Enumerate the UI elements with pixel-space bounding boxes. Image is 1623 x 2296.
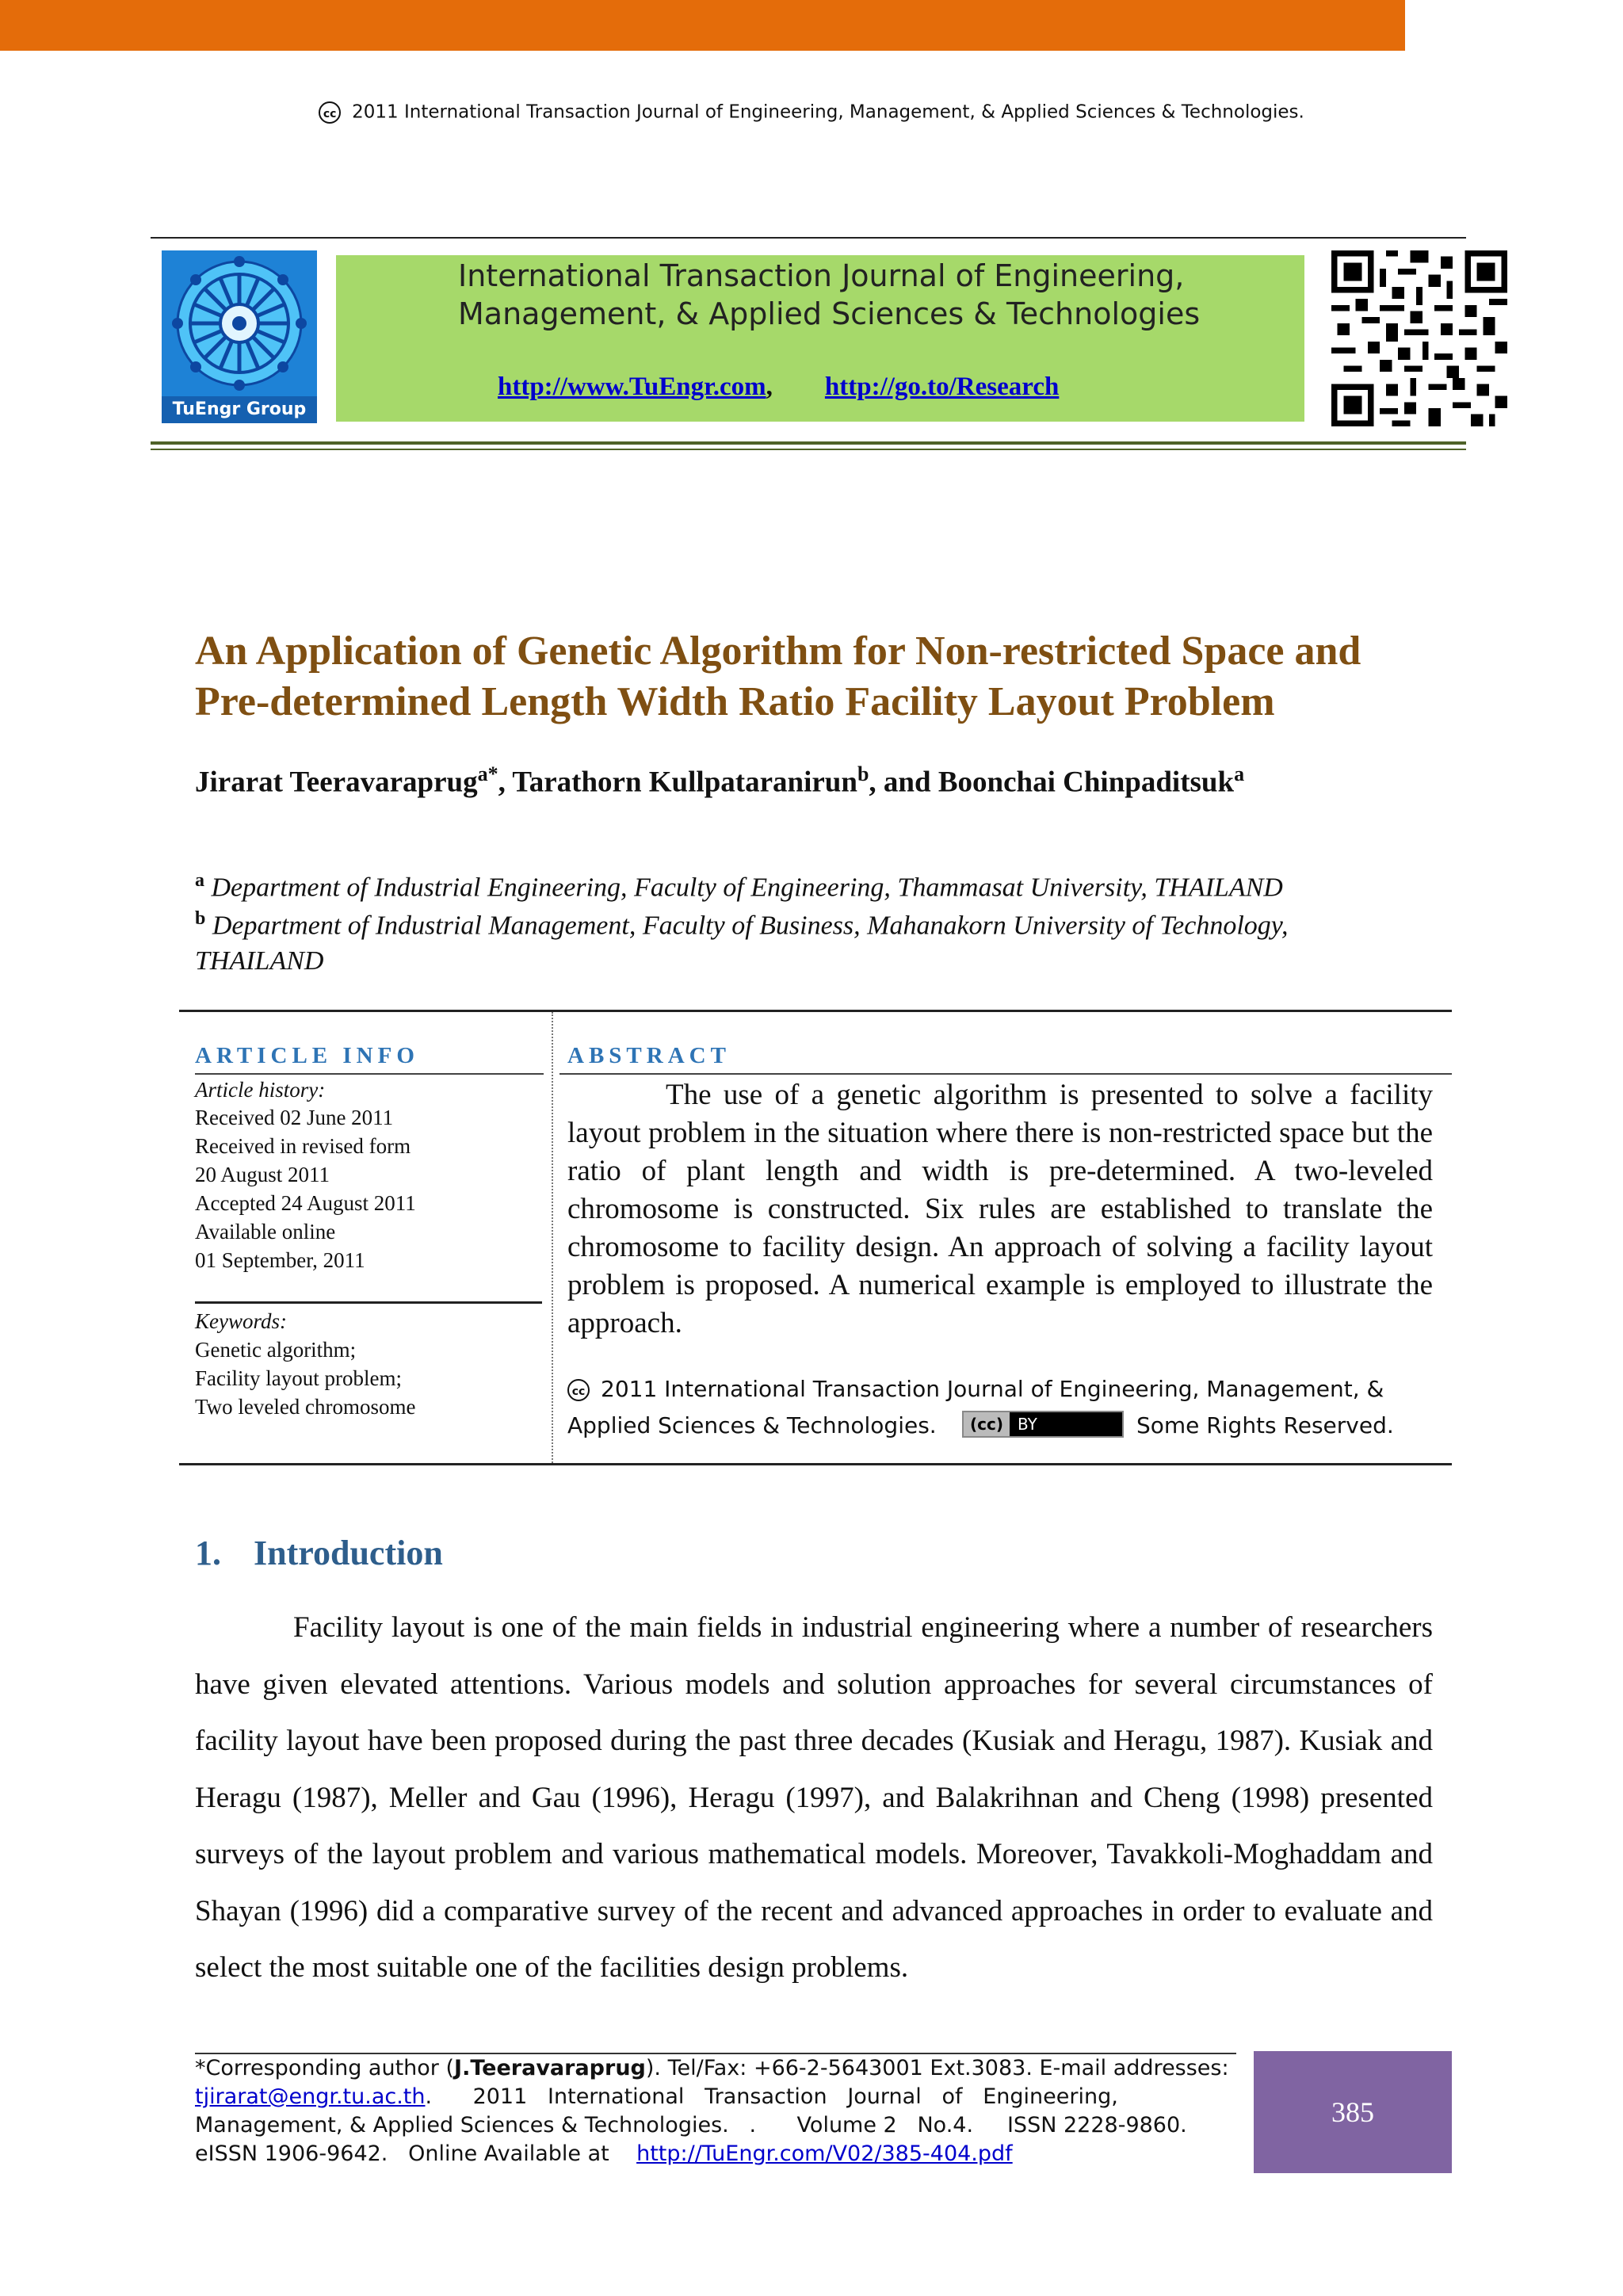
author-affiliation-mark: a bbox=[1234, 762, 1245, 785]
footnote-line2 bbox=[195, 2084, 1236, 2109]
qr-code-icon bbox=[1331, 250, 1507, 426]
keyword-item: Genetic algorithm; bbox=[195, 1338, 357, 1362]
abstract-label: ABSTRACT bbox=[567, 1043, 731, 1068]
abstract-paragraph: The use of a genetic algorithm is presented to solve a facility layout problem in the situation where there is non-restricted space but the ratio of plant length and width is pre-determined. A two-leveled chromosome is constructed. Six rules are established to translate the chromosome to facility design. An approach of solving a facility layout problem is proposed. A numerical example is employed to illustrate the approach. bbox=[567, 1079, 1433, 1339]
journal-links bbox=[498, 372, 1059, 402]
history-item: Available online bbox=[195, 1220, 336, 1244]
keywords-label: Keywords: bbox=[195, 1309, 287, 1333]
research-website-link[interactable]: http://go.to/Research bbox=[824, 372, 1060, 401]
logo-caption: TuEngr Group bbox=[162, 396, 317, 423]
author-separator: , bbox=[498, 766, 513, 799]
affiliation-text: Department of Industrial Management, Faculty of Business, Mahanakorn University of Technology, bbox=[212, 911, 1289, 941]
history-item: Accepted 24 August 2011 bbox=[195, 1191, 416, 1215]
affiliation-b-continued: THAILAND bbox=[195, 946, 324, 976]
history-item: 20 August 2011 bbox=[195, 1163, 330, 1186]
copyright-cc-icon: cc bbox=[567, 1379, 590, 1401]
footnote-text: . 2011 International Transaction Journal of Engineering, bbox=[425, 2084, 1118, 2109]
author-separator: , and bbox=[869, 766, 938, 799]
introduction-body bbox=[195, 1599, 1433, 1996]
affiliation-mark: a bbox=[195, 870, 204, 891]
article-pdf-link[interactable]: http://TuEngr.com/V02/385-404.pdf bbox=[636, 2141, 1013, 2166]
author-name: Jirarat Teeravaraprug bbox=[195, 766, 478, 799]
info-table-divider bbox=[552, 1012, 553, 1463]
author-name: Boonchai Chinpaditsuk bbox=[938, 766, 1235, 799]
footnote-line4 bbox=[195, 2141, 1013, 2166]
cc-badge-icon: (cc) bbox=[964, 1412, 1010, 1436]
corresponding-author-name: J.Teeravaraprug bbox=[454, 2056, 646, 2080]
dharma-wheel-icon bbox=[162, 250, 317, 401]
abstract-copyright-text: 2011 International Transaction Journal of Engineering, Management, & bbox=[601, 1376, 1384, 1402]
top-copyright-text: 2011 International Transaction Journal of Engineering, Management, & Applied Sciences & Technologies. bbox=[352, 101, 1304, 123]
header-rule-bottom-thick bbox=[151, 441, 1466, 445]
article-history-label: Article history: bbox=[195, 1078, 326, 1102]
introduction-paragraph: Facility layout is one of the main fields in industrial engineering where a number of researchers have given elevated attentions. Various models and solution approaches for several circumstances of facility layout have been proposed during the past three decades (Kusiak and Heragu, 1987). Kusiak and Heragu (1987), Meller and Gau (1996), Heragu (1997), and Balakrihnan and Cheng (1998) presented surveys of the layout problem and various mathematical models. Moreover, Tavakkoli-Moghaddam and Shayan (1996) did a comparative survey of the recent and advanced approaches in order to evaluate and select the most suitable one of the facilities design problems. bbox=[195, 1611, 1433, 1984]
abstract-copyright-line2: Applied Sciences & Technologies. bbox=[567, 1412, 937, 1438]
top-copyright-line bbox=[0, 101, 1623, 124]
abstract-body bbox=[567, 1076, 1433, 1343]
author-affiliation-mark: a* bbox=[477, 762, 498, 785]
header-rule-top bbox=[151, 237, 1466, 239]
author-list bbox=[195, 762, 1244, 799]
info-table-rule-top bbox=[179, 1010, 1452, 1012]
keywords-rule bbox=[195, 1301, 542, 1304]
top-orange-band bbox=[0, 0, 1405, 51]
tuengr-website-link[interactable]: http://www.TuEngr.com bbox=[498, 372, 766, 401]
cc-badge-by: BY bbox=[1018, 1415, 1037, 1434]
abstract-rule bbox=[559, 1073, 1452, 1075]
header-rule-bottom-thin bbox=[151, 449, 1466, 450]
affiliation-b bbox=[195, 908, 1289, 941]
journal-name-line1: International Transaction Journal of Engineering, bbox=[458, 258, 1185, 293]
footnote-text: eISSN 1906-9642. Online Available at bbox=[195, 2141, 609, 2166]
cc-by-license-badge[interactable] bbox=[962, 1411, 1124, 1438]
rights-reserved-text: Some Rights Reserved. bbox=[1136, 1412, 1394, 1438]
footnote-text: *Corresponding author ( bbox=[195, 2056, 455, 2080]
history-item: Received in revised form bbox=[195, 1134, 411, 1158]
info-table-rule-bottom bbox=[179, 1463, 1452, 1465]
article-info-rule bbox=[195, 1073, 544, 1075]
affiliation-text: Department of Industrial Engineering, Faculty of Engineering, Thammasat University, THAILAND bbox=[211, 873, 1283, 903]
footnote-line3: Management, & Applied Sciences & Technologies. . Volume 2 No.4. ISSN 2228-9860. bbox=[195, 2113, 1187, 2137]
section-number: 1. bbox=[195, 1534, 221, 1572]
affiliation-a bbox=[195, 870, 1283, 903]
section-heading-introduction bbox=[195, 1533, 443, 1573]
link-separator: , bbox=[766, 372, 773, 401]
footnote-rule bbox=[195, 2053, 1236, 2054]
footnote-line1 bbox=[195, 2056, 1229, 2080]
history-item: 01 September, 2011 bbox=[195, 1248, 365, 1272]
footnote-text: ). Tel/Fax: +66-2-5643001 Ext.3083. E-mail addresses: bbox=[645, 2056, 1229, 2080]
journal-name-line2: Management, & Applied Sciences & Technologies bbox=[458, 296, 1201, 331]
abstract-copyright-line1 bbox=[567, 1376, 1384, 1402]
history-item: Received 02 June 2011 bbox=[195, 1106, 394, 1129]
copyright-cc-icon: cc bbox=[319, 101, 341, 124]
keyword-item: Two leveled chromosome bbox=[195, 1395, 416, 1419]
paper-title-line2: Pre-determined Length Width Ratio Facility Layout Problem bbox=[195, 679, 1275, 724]
page-number: 385 bbox=[1254, 2051, 1452, 2173]
section-title: Introduction bbox=[254, 1534, 443, 1572]
affiliation-mark: b bbox=[195, 908, 206, 929]
author-email-link[interactable]: tjirarat@engr.tu.ac.th bbox=[195, 2084, 426, 2109]
author-affiliation-mark: b bbox=[857, 762, 869, 785]
paper-title-line1: An Application of Genetic Algorithm for Non-restricted Space and bbox=[195, 628, 1361, 674]
keyword-item: Facility layout problem; bbox=[195, 1366, 402, 1390]
author-name: Tarathorn Kullpataranirun bbox=[512, 766, 857, 799]
article-info-label: ARTICLE INFO bbox=[195, 1043, 419, 1068]
